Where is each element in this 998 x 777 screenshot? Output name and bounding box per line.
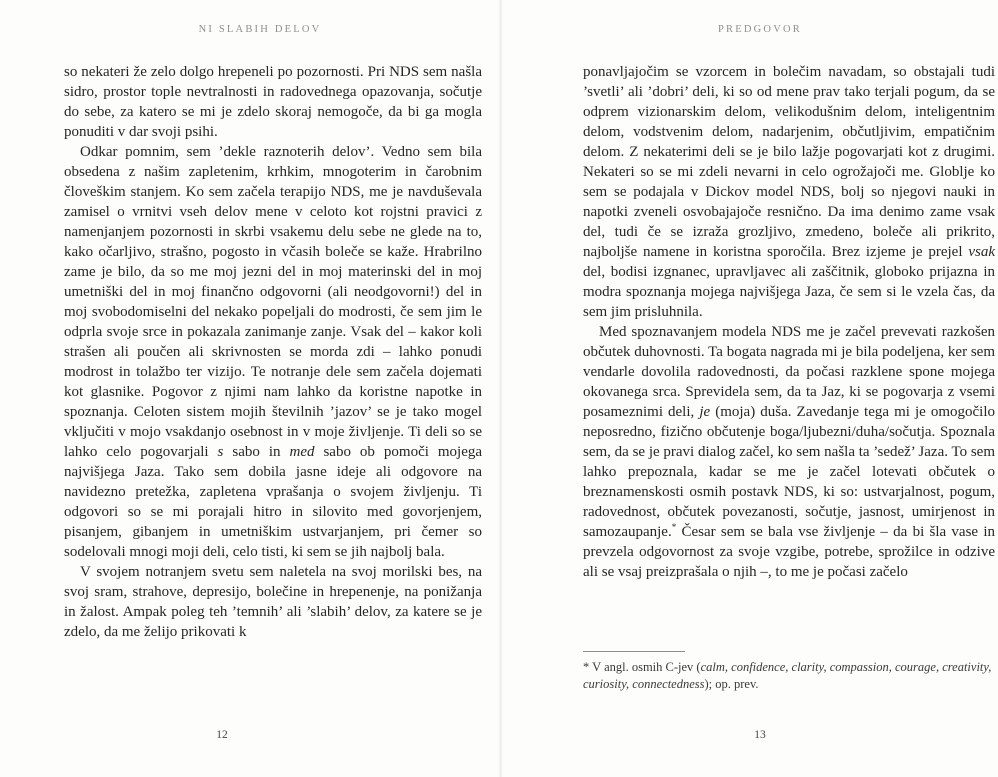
footnote-text: * V angl. osmih C-jev (calm, confidence, clarity, compassion, courage, creativity, curiosity, connectedness); op. prev.	[583, 660, 992, 691]
text-block-right	[583, 62, 995, 582]
running-header-left: NI SLABIH DELOV	[198, 24, 322, 35]
text-block-left	[64, 62, 482, 642]
footnote-area	[583, 651, 995, 693]
paragraph: Odkar pomnim, sem ’dekle raznoterih delov’. Vedno sem bila obsedena z našim zapletenim, krhkim, mnogoterim in čarobnim človeškim stanjem. Ko sem začela terapijo NDS, me je navduševala zamisel o vrnitvi vseh delov mene v celoto kot rojstni pravici z namenjanjem pozornosti in skrbi vsakemu delu sebe ne glede na to, kako očarljivo, strašno, pogosto in včasih boleče se kaže. Hrabrilno zame je bilo, da so me moj jezni del in moj materinski del in moj umetniški del in moj finančno odgovorni (ali neodgovorni!) del in moj svobodomiselni del nekako popeljali do modrosti, če sem jim le odprla svoje srce in pokazala zanimanje zanje. Vsak del – kakor koli strašen ali poučen ali skrivnosten se morda zdi – lahko ponudi modrost in tolažbo ter vizijo. Te notranje dele sem začela dojemati kot glasnike. Pogovor z njimi nam lahko da koristne napotke in spoznanja. Celoten sistem mojih številnih ’jazov’ se je tako mogel vključiti v mojo vsakdanjo osebnost in v moje življenje. Ti deli so se lahko celo pogovarjali s sabo in med sabo ob pomoči mojega najvišjega Jaza. Tako sem dobila jasne ideje ali odgovore na navidezno pretežka, zapletena vprašanja o svojem življenju. Ti odgovori so se mi porajali hitro in silovito med govorjenjem, pisanjem, gibanjem in umetniškim ustvarjanjem, pri čemer so sodelovali mnogi moji deli, celo tisti, ki sem se jih najbolj bala.	[64, 144, 483, 560]
page-right	[501, 0, 998, 777]
footnote-rule	[583, 651, 685, 652]
page-number-left: 12	[216, 729, 228, 741]
running-header-right: PREDGOVOR	[718, 24, 802, 35]
paragraph: ponavljajočim se vzorcem in bolečim navadam, so obstajali tudi ’svetli’ ali ’dobri’ deli, ki so od mene prav tako terjali pogum, da se odprem vizionarskim delom, velikodušnim delom, inteligentnim delom, vodstvenim delom, nadarjenim, občutljivim, empatičnim delom. Z nekaterimi deli se je bilo lažje pogovarjati kot z drugimi. Nekateri so se mi zdeli nevarni in celo ogrožajoči me. Globlje ko sem se podajala v Dickov model NDS, bolj so njegovi nauki in napotki zveneli osvobajajoče resnično. Da ima denimo zame vsak del, tudi če se izraža grozljivo, zmedeno, boleče ali prikrito, najboljše namene in koristna sporočila. Brez izjeme je prejel vsak del, bodisi izgnanec, upravljavec ali zaščitnik, globoko prijazna in modra spoznanja mojega najvišjega Jaza, če sem si le vzela čas, da sem jim prisluhnila.	[583, 64, 995, 320]
page-number-right: 13	[754, 729, 766, 741]
paragraph: so nekateri že zelo dolgo hrepeneli po pozornosti. Pri NDS sem našla sidro, prostor tople nevtralnosti in radovednega opazovanja, sočutje do sebe, za katero se mi je zdelo skoraj nemogoče, da bi ga mogla ponuditi v dar svoji psihi.	[64, 64, 482, 140]
paragraph: V svojem notranjem svetu sem naletela na svoj morilski bes, na svoj sram, strahove, depresijo, bolečine in hrepenenje, na ponižanja in žalost. Ampak poleg teh ’temnih’ ali ’slabih’ delov, za katere se je zdelo, da me želijo prikovati k	[64, 564, 482, 640]
paragraph: Med spoznavanjem modela NDS me je začel prevevati razkošen občutek duhovnosti. Ta bogata nagrada mi je bila podeljena, ker sem vendarle dovolila radovednosti, da počasi razklene spone mojega okovanega srca. Sprevidela sem, da ta Jaz, ki se pogovarja z vsemi posameznimi deli, je (moja) duša. Zavedanje tega mi je omogočilo neposredno, fizično občutenje boga/ljubezni/duha/sočutja. Spoznala sem, da se je pravi dialog začel, ko sem našla ta ’sedež’ Jaza. To sem lahko prepoznala, kadar se me je začel lotevati občutek o breznamenskosti osmih postavk NDS, ki so: ustvarjalnost, pogum, radovednost, občutek povezanosti, sočutje, jasnost, umirjenost in samozaupanje.* Česar sem se bala vse življenje – da bi šla vase in prevzela odgovornost za svoje vzgibe, potrebe, sprožilce in odzive ali se vsaj preizprašala o njih –, to me je počasi začelo	[583, 324, 995, 580]
